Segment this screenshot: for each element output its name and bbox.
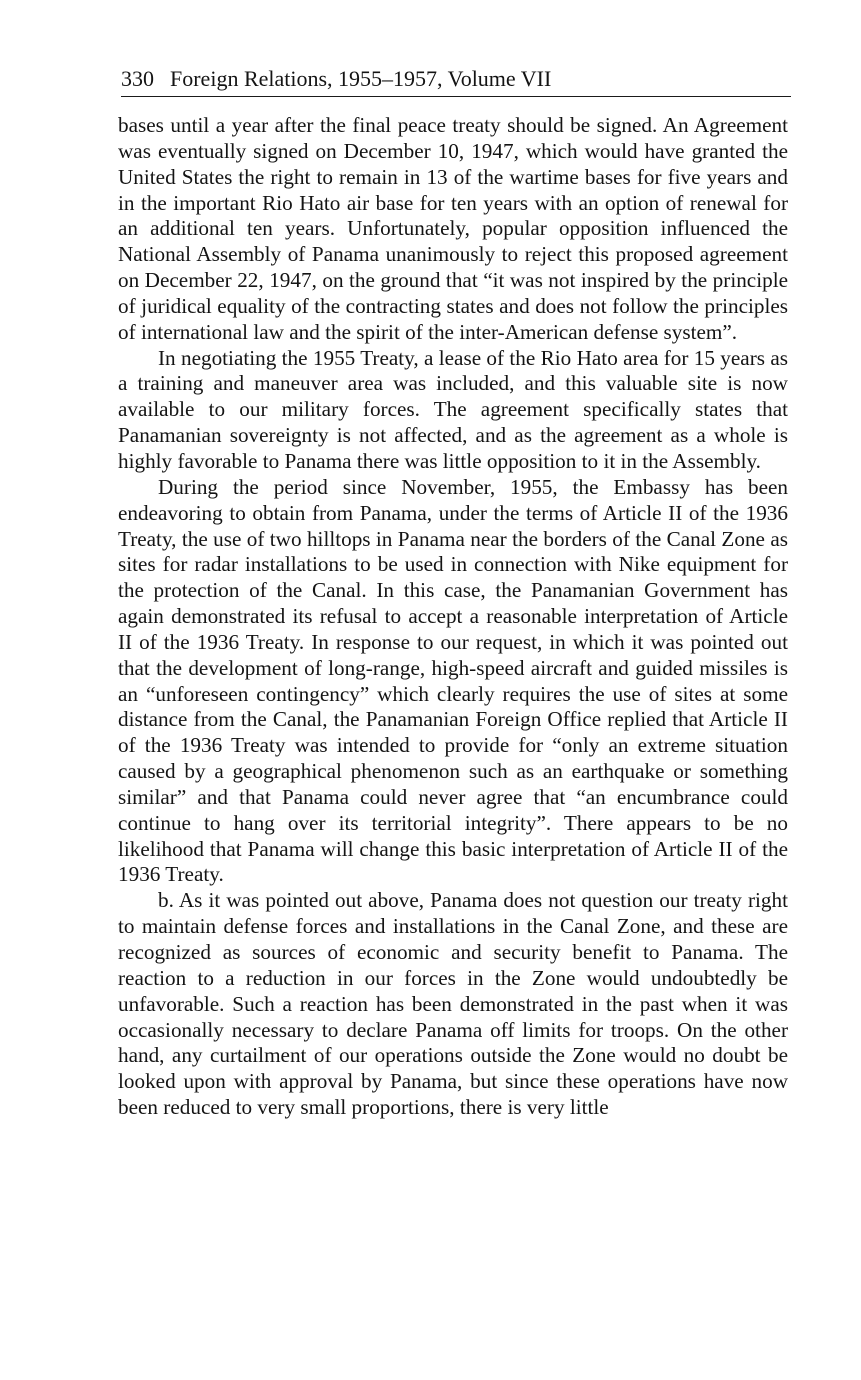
page-number: 330 [121, 66, 154, 91]
paragraph-radar-sites: During the period since November, 1955, the Embassy has been endeavoring to obtain from Panama, under the terms of Article II of the 1936 Treaty, the use of two hilltops in Panama near the borders of the Canal Zone as sites for radar installations to be used in connection with Nike equipment for the protection of the Canal. In this case, the Panamanian Government has again demonstrated its refusal to accept a reasonable interpretation of Article II of the 1936 Treaty. In response to our request, in which it was pointed out that the development of long-range, high-speed aircraft and guided missiles is an “unforeseen contingency” which clearly requires the use of sites at some distance from the Canal, the Panamanian Foreign Office replied that Article II of the 1936 Treaty was intended to provide for “only an extreme situation caused by a geographical phenomenon such as an earthquake or something similar” and that Panama could never agree that “an encumbrance could continue to hang over its territorial integrity”. There appears to be no likelihood that Panama will change this basic interpretation of Article II of the 1936 Treaty. [118, 474, 788, 887]
body-text [118, 113, 788, 1121]
running-title: Foreign Relations, 1955–1957, Volume VII [170, 66, 552, 91]
paragraph-rio-hato-lease: In negotiating the 1955 Treaty, a lease of the Rio Hato area for 15 years as a training and maneuver area was included, and this valuable site is now available to our military forces. The agreement specifically states that Panamanian sovereignty is not affected, and as the agreement as a whole is highly favorable to Panama there was little opposition to it in the Assembly. [118, 345, 788, 473]
running-header [121, 66, 791, 97]
paragraph-continued: bases until a year after the final peace treaty should be signed. An Agreement was eventually signed on December 10, 1947, which would have granted the United States the right to remain in 13 of the wartime bases for five years and in the important Rio Hato air base for ten years with an option of renewal for an additional ten years. Unfortunately, popular opposition influenced the National Assembly of Panama unanimously to reject this proposed agreement on December 22, 1947, on the ground that “it was not inspired by the principle of juridical equality of the contracting states and does not follow the principles of international law and the spirit of the inter-American defense system”. [118, 113, 788, 344]
paragraph-b-defense-forces: b. As it was pointed out above, Panama does not question our treaty right to maintain defense forces and installations in the Canal Zone, and these are recognized as sources of economic and security benefit to Panama. The reaction to a reduction in our forces in the Zone would undoubtedly be unfavorable. Such a reaction has been demonstrated in the past when it was occasionally necessary to declare Panama off limits for troops. On the other hand, any curtailment of our operations outside the Zone would no doubt be looked upon with approval by Panama, but since these operations have now been reduced to very small proportions, there is very little [118, 888, 788, 1120]
